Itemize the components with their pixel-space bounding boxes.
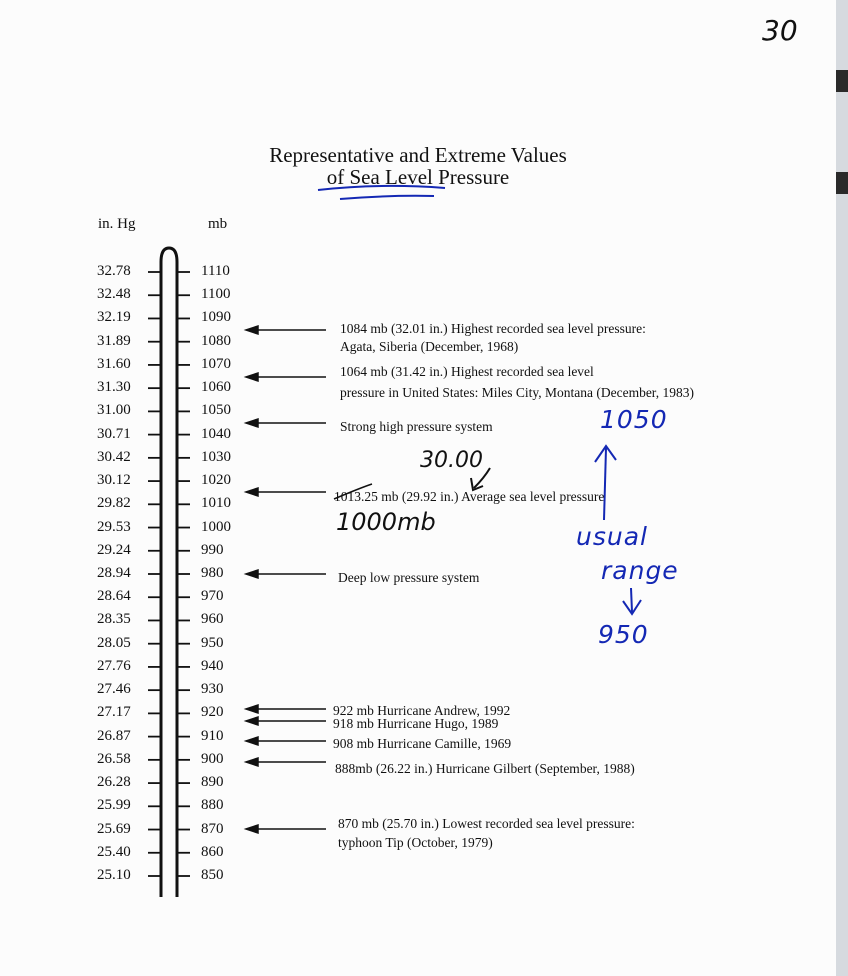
inhg-value: 32.78 xyxy=(97,263,131,279)
mb-value: 1060 xyxy=(201,379,231,396)
mb-value: 1110 xyxy=(201,263,230,279)
range-arrow-up xyxy=(604,448,606,520)
mb-value: 1020 xyxy=(201,472,231,489)
handwritten-usual: usual xyxy=(576,522,648,551)
inhg-value: 26.87 xyxy=(97,727,131,744)
mb-value: 1080 xyxy=(201,332,231,349)
record-1084-line1: 1084 mb (32.01 in.) Highest recorded sea level pressure: xyxy=(340,321,646,336)
strong-high-label: Strong high pressure system xyxy=(340,419,493,434)
inhg-value: 27.76 xyxy=(97,657,131,674)
mb-header: mb xyxy=(208,216,228,232)
inhg-header: in. Hg xyxy=(98,216,136,232)
inhg-value: 30.71 xyxy=(97,425,131,442)
mb-value: 980 xyxy=(201,565,224,581)
inhg-value: 29.24 xyxy=(97,541,131,558)
inhg-value: 31.00 xyxy=(97,402,131,419)
andrew-label: 922 mb Hurricane Andrew, 1992 xyxy=(333,703,511,718)
mb-value: 950 xyxy=(201,634,224,651)
inhg-value: 32.19 xyxy=(97,309,131,326)
barometer-tube xyxy=(161,248,177,897)
inhg-value: 28.94 xyxy=(97,565,131,581)
inhg-value: 25.69 xyxy=(97,820,131,837)
inhg-value: 29.53 xyxy=(97,518,131,535)
mb-value: 930 xyxy=(201,681,224,698)
gilbert-label: 888mb (26.22 in.) Hurricane Gilbert (September, 1988) xyxy=(335,761,635,776)
mb-value: 1010 xyxy=(201,495,231,512)
inhg-value: 31.89 xyxy=(97,332,131,349)
inhg-value: 31.30 xyxy=(97,379,131,396)
inhg-value: 27.17 xyxy=(97,704,131,721)
mb-value: 850 xyxy=(201,867,224,883)
inhg-value: 28.35 xyxy=(97,611,131,628)
inhg-value: 30.12 xyxy=(97,472,131,489)
title-line-1: Representative and Extreme Values xyxy=(269,143,567,167)
inhg-value: 26.28 xyxy=(97,774,131,791)
inhg-value: 25.99 xyxy=(97,797,131,814)
record-1064-line2: pressure in United States: Miles City, Montana (December, 1983) xyxy=(340,385,695,400)
mb-value: 920 xyxy=(201,704,224,721)
average-number: 1013.25 xyxy=(334,489,378,504)
inhg-value: 30.42 xyxy=(97,448,131,465)
tip-line2: typhoon Tip (October, 1979) xyxy=(338,835,493,850)
title-underline-1 xyxy=(318,186,445,190)
mb-value: 1040 xyxy=(201,425,231,442)
mb-value: 890 xyxy=(201,774,224,791)
inhg-value: 28.64 xyxy=(97,588,131,605)
mb-value: 1100 xyxy=(201,286,231,303)
mb-value: 1050 xyxy=(201,402,231,419)
handwritten-1000mb: 1000mb xyxy=(336,508,436,536)
annotation-arrows xyxy=(246,326,326,833)
inhg-value: 26.58 xyxy=(97,750,131,767)
handwritten-30: 30.00 xyxy=(420,448,483,473)
camille-label: 908 mb Hurricane Camille, 1969 xyxy=(333,736,512,751)
mb-value: 1030 xyxy=(201,448,231,465)
mb-value: 960 xyxy=(201,611,224,628)
mb-value: 870 xyxy=(201,820,224,837)
scale-ticks xyxy=(148,272,190,876)
mb-value: 900 xyxy=(201,750,224,767)
record-1064-line1: 1064 mb (31.42 in.) Highest recorded sea level xyxy=(340,364,594,379)
mb-value: 910 xyxy=(201,727,224,744)
mb-value: 970 xyxy=(201,588,224,605)
inhg-value: 27.46 xyxy=(97,681,131,698)
handwritten-1050: 1050 xyxy=(600,405,668,434)
inhg-value: 28.05 xyxy=(97,634,131,651)
record-1084-line2: Agata, Siberia (December, 1968) xyxy=(340,339,519,354)
range-arrow-down xyxy=(631,588,632,612)
average-pressure-label xyxy=(334,486,604,507)
mb-value: 1090 xyxy=(201,309,231,326)
inhg-value: 25.10 xyxy=(97,867,131,883)
handwritten-950: 950 xyxy=(598,620,649,649)
mb-value: 940 xyxy=(201,657,224,674)
handwritten-range: range xyxy=(601,556,679,585)
inhg-value: 31.60 xyxy=(97,355,131,372)
inhg-value: 29.82 xyxy=(97,495,131,512)
inhg-value: 25.40 xyxy=(97,843,131,860)
hugo-label: 918 mb Hurricane Hugo, 1989 xyxy=(333,716,499,731)
tip-line1: 870 mb (25.70 in.) Lowest recorded sea level pressure: xyxy=(338,816,635,831)
mb-value: 860 xyxy=(201,843,224,860)
inhg-value: 32.48 xyxy=(97,286,131,303)
deep-low-label: Deep low pressure system xyxy=(338,570,480,585)
mb-value: 990 xyxy=(201,541,224,558)
title-line-2: of Sea Level Pressure xyxy=(326,165,510,189)
page-number: 30 xyxy=(762,14,798,47)
mb-value: 880 xyxy=(201,797,224,814)
mb-value: 1070 xyxy=(201,355,231,372)
title-underline-2 xyxy=(340,196,434,199)
mb-value: 1000 xyxy=(201,518,231,535)
average-text: mb (29.92 in.) Average sea level pressure xyxy=(377,489,605,504)
